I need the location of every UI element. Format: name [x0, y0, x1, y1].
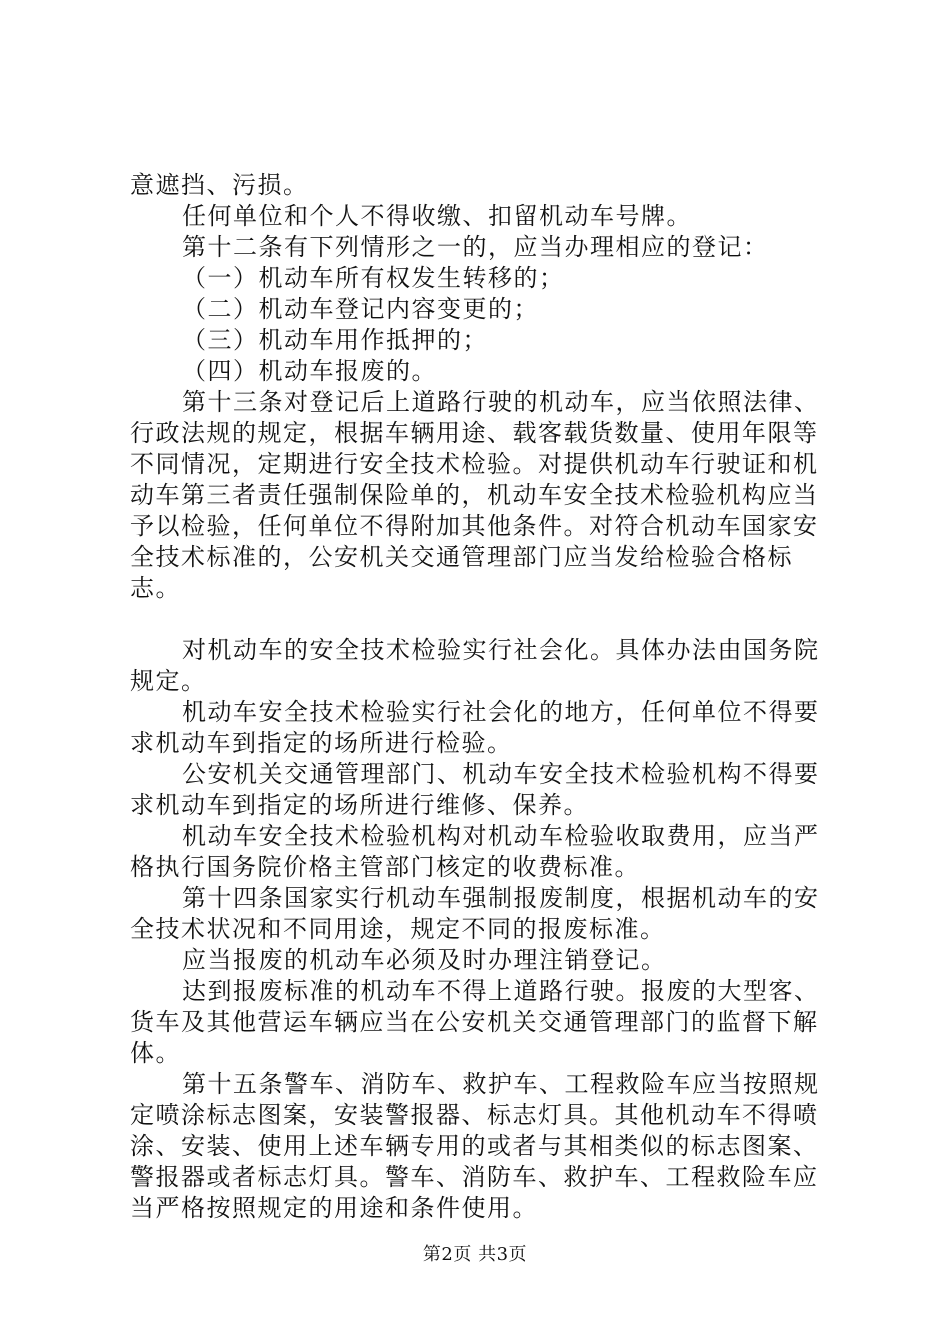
paragraph-15: 第十五条警车、消防车、救护车、工程救险车应当按照规定喷涂标志图案，安装警报器、标志灯具。其他机动车不得喷涂、安装、使用上述车辆专用的或者与其相类似的标志图案、警报器或者标志灯具。警车、消防车、救护车、工程救险车应当严格按照规定的用途和条件使用。	[130, 1070, 820, 1222]
paragraph-3: （一）机动车所有权发生转移的；	[182, 264, 565, 292]
paragraph-8: 对机动车的安全技术检验实行社会化。具体办法由国务院规定。	[130, 636, 820, 695]
paragraph-0: 意遮挡、污损。	[130, 171, 309, 199]
page-number-footer: 第2页 共3页	[422, 1244, 528, 1265]
paragraph-5: （三）机动车用作抵押的；	[182, 326, 488, 354]
paragraph-4: （二）机动车登记内容变更的；	[182, 295, 539, 323]
paragraph-13: 应当报废的机动车必须及时办理注销登记。	[182, 946, 667, 974]
paragraph-2: 第十二条有下列情形之一的，应当办理相应的登记：	[182, 233, 769, 261]
paragraph-12: 第十四条国家实行机动车强制报废制度，根据机动车的安全技术状况和不同用途，规定不同的报废标准。	[130, 884, 820, 943]
paragraph-spacer	[130, 604, 830, 635]
paragraph-1: 任何单位和个人不得收缴、扣留机动车号牌。	[182, 202, 692, 230]
paragraph-10: 公安机关交通管理部门、机动车安全技术检验机构不得要求机动车到指定的场所进行维修、保养。	[130, 760, 820, 819]
paragraph-7: 第十三条对登记后上道路行驶的机动车，应当依照法律、行政法规的规定，根据车辆用途、载客载货数量、使用年限等不同情况，定期进行安全技术检验。对提供机动车行驶证和机动车第三者责任强制保险单的，机动车安全技术检验机构应当予以检验，任何单位不得附加其他条件。对符合机动车国家安全技术标准的，公安机关交通管理部门应当发给检验合格标志。	[130, 388, 820, 602]
paragraph-14: 达到报废标准的机动车不得上道路行驶。报废的大型客、货车及其他营运车辆应当在公安机关交通管理部门的监督下解体。	[130, 977, 820, 1067]
paragraph-9: 机动车安全技术检验实行社会化的地方，任何单位不得要求机动车到指定的场所进行检验。	[130, 698, 820, 757]
paragraph-11: 机动车安全技术检验机构对机动车检验收取费用，应当严格执行国务院价格主管部门核定的收费标准。	[130, 822, 820, 881]
paragraph-6: （四）机动车报废的。	[182, 357, 437, 385]
document-body	[130, 170, 830, 1224]
